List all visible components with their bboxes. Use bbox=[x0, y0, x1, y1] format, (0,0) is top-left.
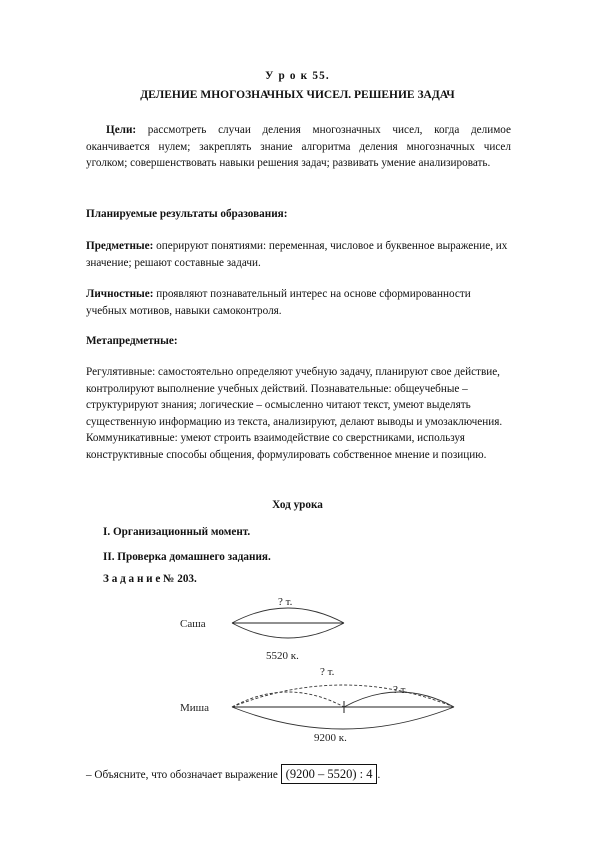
personal-text: проявляют познавательный интерес на основе сформированности учебных мотивов, навыки самоконтроля. bbox=[86, 288, 471, 317]
goals-label: Цели: bbox=[106, 124, 137, 136]
task-diagram bbox=[170, 583, 470, 743]
boxed-expression: (9200 – 5520) : 4 bbox=[281, 764, 378, 784]
personal-label: Личностные: bbox=[86, 288, 154, 300]
brace-misha-total-top bbox=[232, 685, 454, 707]
step-homework-check: II. Проверка домашнего задания. bbox=[103, 551, 271, 563]
personal-results-paragraph bbox=[86, 286, 511, 319]
step-organizational: I. Организационный момент. bbox=[103, 526, 251, 538]
label-misha: Миша bbox=[180, 702, 210, 714]
planned-results-heading: Планируемые результаты образования: bbox=[86, 208, 288, 220]
label-q3: ? т. bbox=[393, 684, 408, 696]
explain-prefix: – Объясните, что обозначает выражение bbox=[86, 769, 281, 781]
label-sasha-sum: 5520 к. bbox=[266, 650, 299, 662]
subject-results-paragraph bbox=[86, 238, 511, 271]
brace-sasha-bottom bbox=[232, 623, 344, 638]
label-misha-sum: 9200 к. bbox=[314, 732, 347, 743]
meta-heading: Метапредметные: bbox=[86, 335, 178, 347]
subject-label: Предметные: bbox=[86, 240, 154, 252]
lesson-title: ДЕЛЕНИЕ МНОГОЗНАЧНЫХ ЧИСЕЛ. РЕШЕНИЕ ЗАДАЧ bbox=[140, 89, 455, 101]
brace-misha-total-bottom bbox=[232, 707, 454, 729]
subject-text: оперируют понятиями: переменная, числовое и буквенное выражение, их значение; решают составные задачи. bbox=[86, 240, 508, 269]
goals-text: рассмотреть случаи деления многозначных чисел, когда делимое оканчивается нулем; закреплять знание алгоритма деления многозначных чисел уголком; совершенствовать навыки решения задач; развивать умение анализировать. bbox=[86, 124, 511, 169]
brace-sasha-top bbox=[232, 608, 344, 623]
meta-paragraph: Регулятивные: самостоятельно определяют учебную задачу, планируют свое действие, контролируют выполнение учебных действий. Познавательные: общеучебные – структурируют знания; логические – осмысленно читают текст, умеют выделять существенную информацию из текста, анализируют, делают выводы и умозаключения. Коммуникативные: умеют строить взаимодействие со сверстниками, используя конструктивные способы общения, формулировать собственное мнение и позицию. bbox=[86, 366, 503, 461]
course-heading: Ход урока bbox=[272, 499, 323, 511]
lesson-number: У р о к 55. bbox=[265, 70, 330, 82]
task-label: З а д а н и е № 203. bbox=[103, 573, 197, 585]
goals-paragraph bbox=[86, 122, 511, 172]
label-q1: ? т. bbox=[278, 596, 293, 608]
label-sasha: Саша bbox=[180, 618, 206, 630]
explain-suffix: . bbox=[377, 769, 381, 781]
explain-line bbox=[86, 764, 526, 784]
brace-misha-part1 bbox=[232, 692, 344, 707]
label-q2: ? т. bbox=[320, 666, 335, 678]
